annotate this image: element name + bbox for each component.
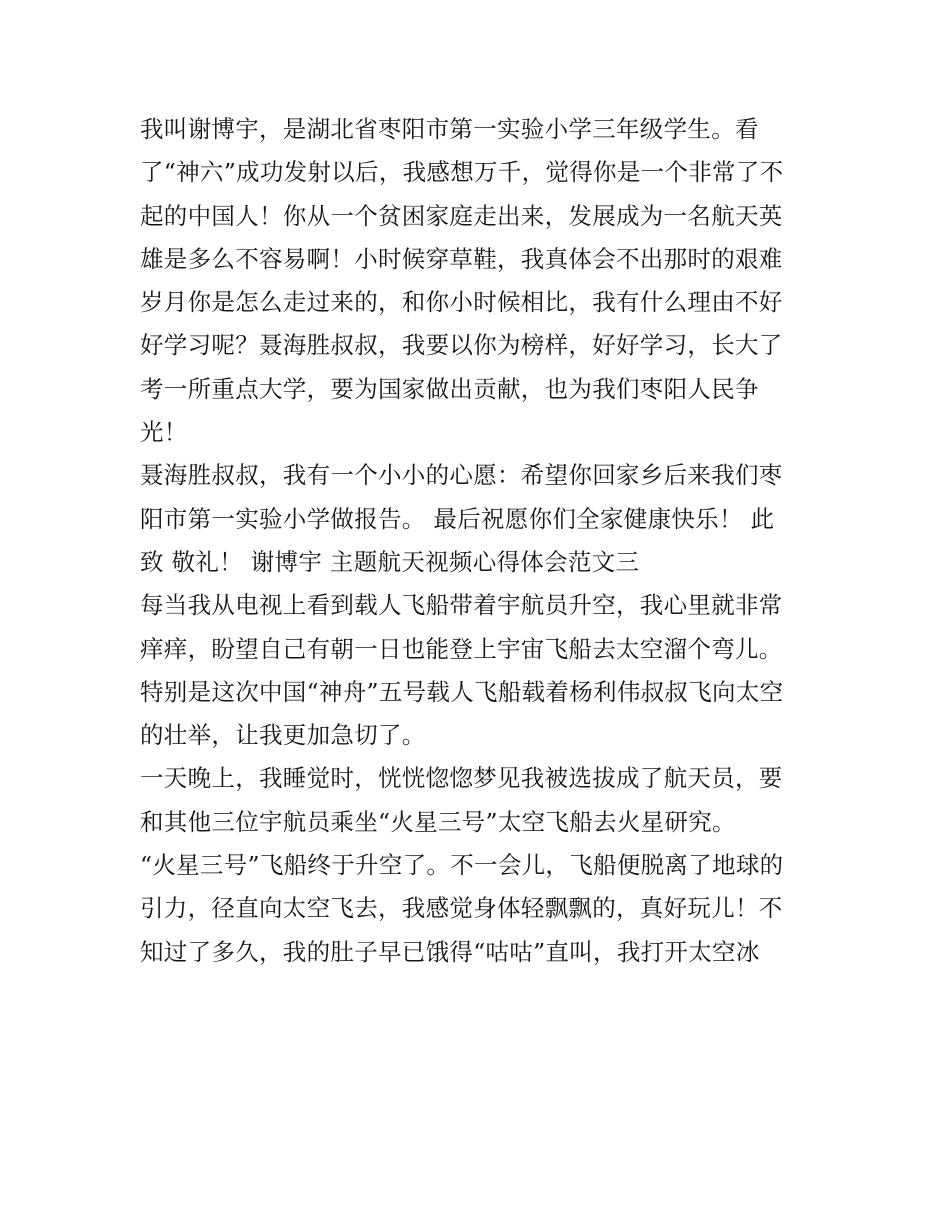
text-line: 光！ — [140, 418, 188, 447]
text-line: “火星三号”飞船终于升空了。不一会儿，飞船便脱离了地球的 — [140, 851, 784, 880]
text-line: 特别是这次中国“神舟”五号载人飞船载着杨利伟叔叔飞向太空 — [140, 677, 784, 706]
text-line: 了“神六”成功发射以后，我感想万千，觉得你是一个非常了不 — [140, 158, 784, 187]
text-line: 我叫谢博宇，是湖北省枣阳市第一实验小学三年级学生。看 — [140, 115, 759, 143]
text-line: 和其他三位宇航员乘坐“火星三号”太空飞船去火星研究。 — [140, 807, 736, 836]
text-line: 阳市第一实验小学做报告。 最后祝愿你们全家健康快乐！ 此 — [140, 504, 775, 533]
text-line: 引力，径直向太空飞去，我感觉身体轻飘飘的，真好玩儿！不 — [140, 894, 783, 923]
text-line: 起的中国人！你从一个贫困家庭走出来，发展成为一名航天英 — [140, 201, 783, 230]
text-line: 岁月你是怎么走过来的，和你小时候相比，我有什么理由不好 — [140, 288, 783, 317]
text-line: 致 敬礼！ 谢博宇 主题航天视频心得体会范文三 — [140, 547, 640, 576]
text-line: 的壮举，让我更加急切了。 — [140, 721, 426, 750]
text-line: 雄是多么不容易啊！小时候穿草鞋，我真体会不出那时的艰难 — [140, 244, 783, 273]
text-line: 好学习呢？聂海胜叔叔，我要以你为榜样，好好学习，长大了 — [140, 331, 783, 360]
text-line: 聂海胜叔叔，我有一个小小的心愿：希望你回家乡后来我们枣 — [140, 461, 783, 490]
document-body — [140, 108, 830, 974]
text-line: 每当我从电视上看到载人飞船带着宇航员升空，我心里就非常 — [140, 591, 783, 620]
text-line: 痒痒，盼望自己有朝一日也能登上宇宙飞船去太空溜个弯儿。 — [140, 634, 783, 663]
text-line: 考一所重点大学，要为国家做出贡献，也为我们枣阳人民争 — [140, 374, 759, 403]
text-line: 知过了多久，我的肚子早已饿得“咕咕”直叫，我打开太空冰 — [140, 937, 760, 966]
text-line: 一天晚上，我睡觉时，恍恍惚惚梦见我被选拔成了航天员，要 — [140, 764, 783, 793]
